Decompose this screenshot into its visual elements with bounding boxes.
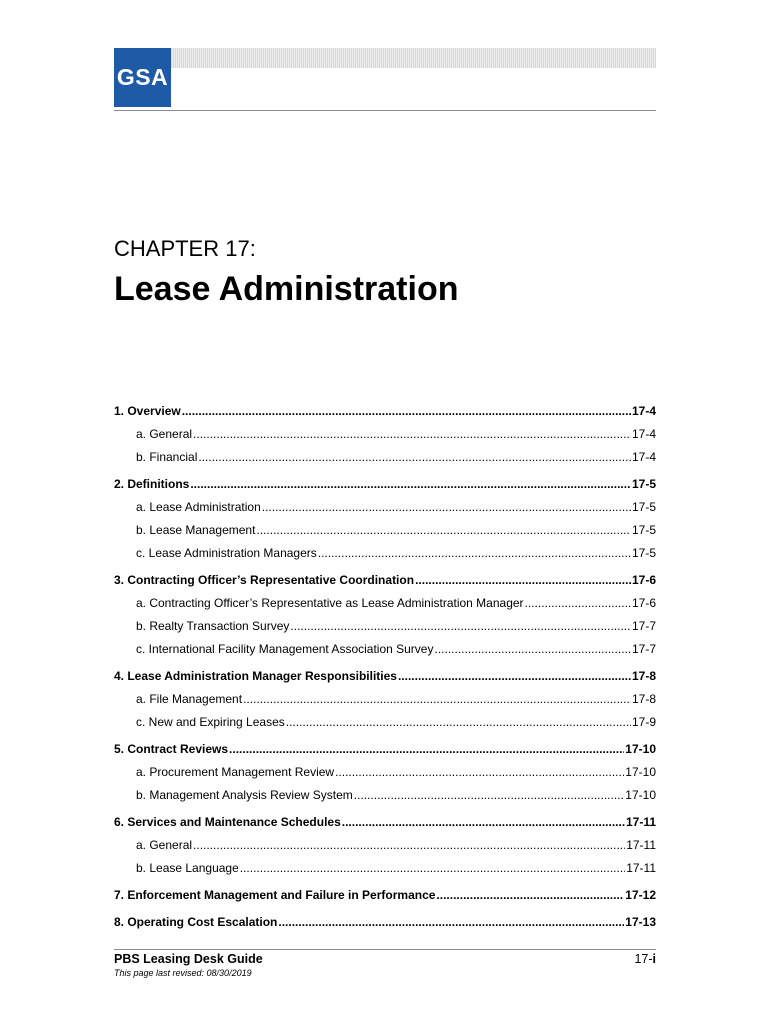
footer-page-suffix: i	[652, 952, 656, 966]
toc-dot-leader	[262, 496, 631, 519]
toc-entry-label: a. File Management	[136, 692, 243, 706]
toc-dot-leader	[278, 911, 624, 934]
toc-dot-leader	[193, 423, 631, 446]
toc-entry-label: b. Management Analysis Review System	[136, 788, 353, 802]
toc-subsection[interactable]	[114, 446, 656, 469]
toc-entry-page: 17-8	[631, 692, 656, 706]
toc-entry-page: 17-5	[631, 477, 656, 491]
toc-dot-leader	[335, 761, 624, 784]
toc-dot-leader	[398, 665, 631, 688]
toc-dot-leader	[240, 857, 625, 880]
toc-dot-leader	[290, 615, 631, 638]
toc-dot-leader	[318, 542, 631, 565]
toc-dot-leader	[525, 592, 631, 615]
table-of-contents	[114, 400, 656, 934]
toc-subsection[interactable]	[114, 542, 656, 565]
toc-entry-label: 3. Contracting Officer’s Representative Coordination	[114, 573, 415, 587]
toc-dot-leader	[436, 884, 624, 907]
toc-entry-page: 17-10	[625, 765, 656, 779]
toc-entry-label: c. International Facility Management Association Survey	[136, 642, 434, 656]
toc-entry-label: b. Financial	[136, 450, 198, 464]
toc-entry-label: b. Realty Transaction Survey	[136, 619, 290, 633]
toc-dot-leader	[182, 400, 631, 423]
toc-subsection[interactable]	[114, 592, 656, 615]
toc-dot-leader	[229, 738, 624, 761]
toc-dot-leader	[434, 638, 630, 661]
toc-entry-label: b. Lease Management	[136, 523, 256, 537]
toc-entry-page: 17-13	[625, 915, 656, 929]
toc-dot-leader	[190, 473, 631, 496]
toc-dot-leader	[415, 569, 631, 592]
toc-subsection[interactable]	[114, 496, 656, 519]
footer-title: PBS Leasing Desk Guide	[114, 952, 263, 966]
chapter-title: Lease Administration	[114, 270, 459, 308]
toc-entry-label: 4. Lease Administration Manager Responsibilities	[114, 669, 397, 683]
toc-entry-label: a. Contracting Officer’s Representative as Lease Administration Manager	[136, 596, 524, 610]
toc-subsection[interactable]	[114, 784, 656, 807]
toc-section-2[interactable]	[114, 473, 656, 496]
toc-subsection[interactable]	[114, 834, 656, 857]
toc-subsection[interactable]	[114, 638, 656, 661]
toc-section-7[interactable]	[114, 884, 656, 907]
toc-subsection[interactable]	[114, 688, 656, 711]
toc-entry-page: 17-9	[631, 715, 656, 729]
toc-subsection[interactable]	[114, 711, 656, 734]
toc-entry-page: 17-10	[625, 742, 656, 756]
chapter-label: CHAPTER 17:	[114, 236, 256, 261]
header-band	[171, 48, 656, 68]
toc-dot-leader	[198, 446, 631, 469]
toc-dot-leader	[354, 784, 625, 807]
toc-section-8[interactable]	[114, 911, 656, 934]
toc-entry-page: 17-11	[626, 861, 656, 875]
toc-subsection[interactable]	[114, 615, 656, 638]
toc-entry-page: 17-4	[631, 404, 656, 418]
toc-section-4[interactable]	[114, 665, 656, 688]
toc-section-6[interactable]	[114, 811, 656, 834]
toc-subsection[interactable]	[114, 761, 656, 784]
toc-entry-page: 17-10	[625, 788, 656, 802]
footer-page-number	[634, 952, 656, 966]
footer-divider	[114, 949, 656, 950]
toc-section-5[interactable]	[114, 738, 656, 761]
footer-page-prefix: 17-	[634, 952, 653, 966]
toc-subsection[interactable]	[114, 857, 656, 880]
toc-entry-page: 17-11	[625, 815, 656, 829]
toc-entry-label: a. General	[136, 838, 193, 852]
toc-entry-label: a. Procurement Management Review	[136, 765, 335, 779]
header-divider	[114, 110, 656, 111]
gsa-logo	[114, 48, 171, 107]
toc-entry-page: 17-12	[625, 888, 656, 902]
toc-entry-page: 17-4	[631, 427, 656, 441]
toc-entry-label: 8. Operating Cost Escalation	[114, 915, 278, 929]
footer-revised-date: This page last revised: 08/30/2019	[114, 968, 252, 978]
toc-entry-label: c. Lease Administration Managers	[136, 546, 317, 560]
toc-section-1[interactable]	[114, 400, 656, 423]
toc-dot-leader	[256, 519, 631, 542]
gsa-logo-text: GSA	[116, 64, 169, 90]
toc-entry-page: 17-6	[631, 573, 656, 587]
toc-entry-label: 7. Enforcement Management and Failure in Performance	[114, 888, 436, 902]
toc-entry-page: 17-5	[631, 523, 656, 537]
toc-section-3[interactable]	[114, 569, 656, 592]
toc-entry-label: a. Lease Administration	[136, 500, 261, 514]
toc-entry-page: 17-11	[626, 838, 656, 852]
toc-entry-label: 6. Services and Maintenance Schedules	[114, 815, 341, 829]
toc-entry-label: b. Lease Language	[136, 861, 239, 875]
toc-dot-leader	[342, 811, 625, 834]
toc-entry-page: 17-5	[631, 546, 656, 560]
toc-entry-page: 17-5	[631, 500, 656, 514]
toc-subsection[interactable]	[114, 519, 656, 542]
toc-entry-label: 1. Overview	[114, 404, 181, 418]
toc-dot-leader	[286, 711, 631, 734]
toc-entry-label: 5. Contract Reviews	[114, 742, 229, 756]
toc-entry-label: c. New and Expiring Leases	[136, 715, 285, 729]
toc-dot-leader	[193, 834, 625, 857]
toc-entry-page: 17-4	[631, 450, 656, 464]
toc-entry-page: 17-6	[631, 596, 656, 610]
toc-subsection[interactable]	[114, 423, 656, 446]
toc-dot-leader	[243, 688, 631, 711]
toc-entry-page: 17-8	[631, 669, 656, 683]
toc-entry-label: a. General	[136, 427, 193, 441]
toc-entry-label: 2. Definitions	[114, 477, 190, 491]
toc-entry-page: 17-7	[631, 642, 656, 656]
toc-entry-page: 17-7	[631, 619, 656, 633]
